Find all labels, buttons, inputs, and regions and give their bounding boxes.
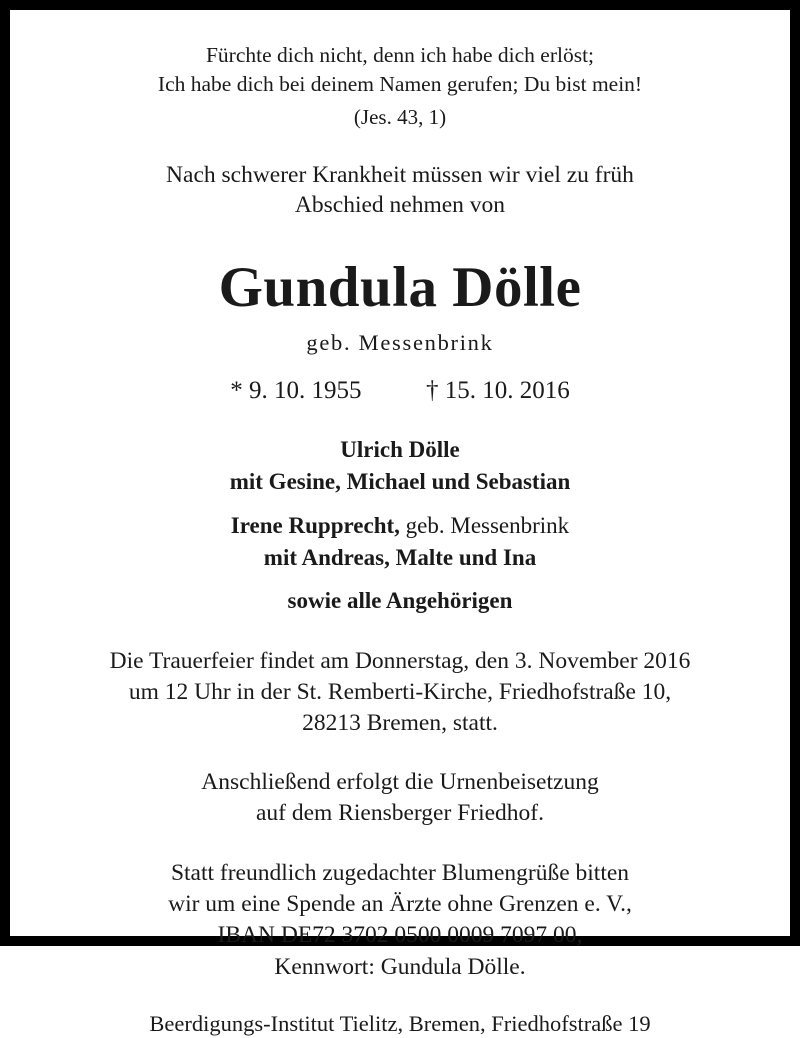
service-line-1: Die Trauerfeier findet am Donnerstag, den 3. November 2016 [109,647,691,674]
donation-line-1: Statt freundlich zugedachter Blumengrüße bitten [170,860,630,887]
service-line-2: um 12 Uhr in der St. Remberti-Kirche, Friedhofstraße 10, [128,678,672,705]
survivor-group-2 [230,511,571,573]
introduction-line-2: Abschied nehmen von [294,191,506,218]
interment-line-2: auf dem Riensberger Friedhof. [255,800,544,827]
obituary-content [10,10,790,1036]
survivor-group-1 [230,435,571,497]
donation-line-2: wir um eine Spende an Ärzte ohne Grenzen e. V., [168,891,632,918]
service-line-3: 28213 Bremen, statt. [302,710,498,737]
scripture-line-2: Ich habe dich bei deinem Namen gerufen; Du bist mein! [157,71,643,96]
deceased-maiden-name: geb. Messenbrink [306,329,494,355]
survivor-group-2-maiden-name: geb. Messenbrink [405,512,570,538]
survivor-group-1-line-1: Ulrich Dölle [340,436,460,462]
survivor-group-1-line-2: mit Gesine, Michael und Sebastian [229,469,571,495]
undertaker-info: Beerdigungs-Institut Tielitz, Bremen, Friedhofstraße 19 [149,1010,651,1036]
life-dates [230,375,570,407]
donation-iban: IBAN DE72 3702 0500 0009 7097 00, [217,922,583,949]
scripture-line-1: Fürchte dich nicht, denn ich habe dich erlöst; [205,43,595,67]
introduction-text [166,160,634,220]
scripture-quote [158,42,642,98]
scripture-citation: (Jes. 43, 1) [353,105,447,130]
funeral-service-details [110,646,691,738]
birth-symbol: * [230,376,243,404]
survivor-group-2-name: Irene Rupprecht, [230,512,400,538]
interment-line-1: Anschließend erfolgt die Urnenbeisetzung [201,769,599,796]
death-symbol: † [426,376,439,404]
survivors-closing-line: sowie alle Angehörigen [287,588,513,614]
survivor-group-closing [230,586,571,615]
survivor-group-2-line-2: mit Andreas, Malte und Ina [263,545,537,571]
donation-reference: Kennwort: Gundula Dölle. [274,953,526,980]
donation-request [168,858,632,981]
death-date: 15. 10. 2016 [444,376,570,404]
survivor-group-2-line-1 [230,511,571,540]
birth-date: 9. 10. 1955 [249,376,362,404]
deceased-name: Gundula Dölle [218,256,582,320]
survivors-list [230,435,571,616]
introduction-line-1: Nach schwerer Krankheit müssen wir viel zu früh [166,161,634,188]
interment-details [201,767,598,828]
